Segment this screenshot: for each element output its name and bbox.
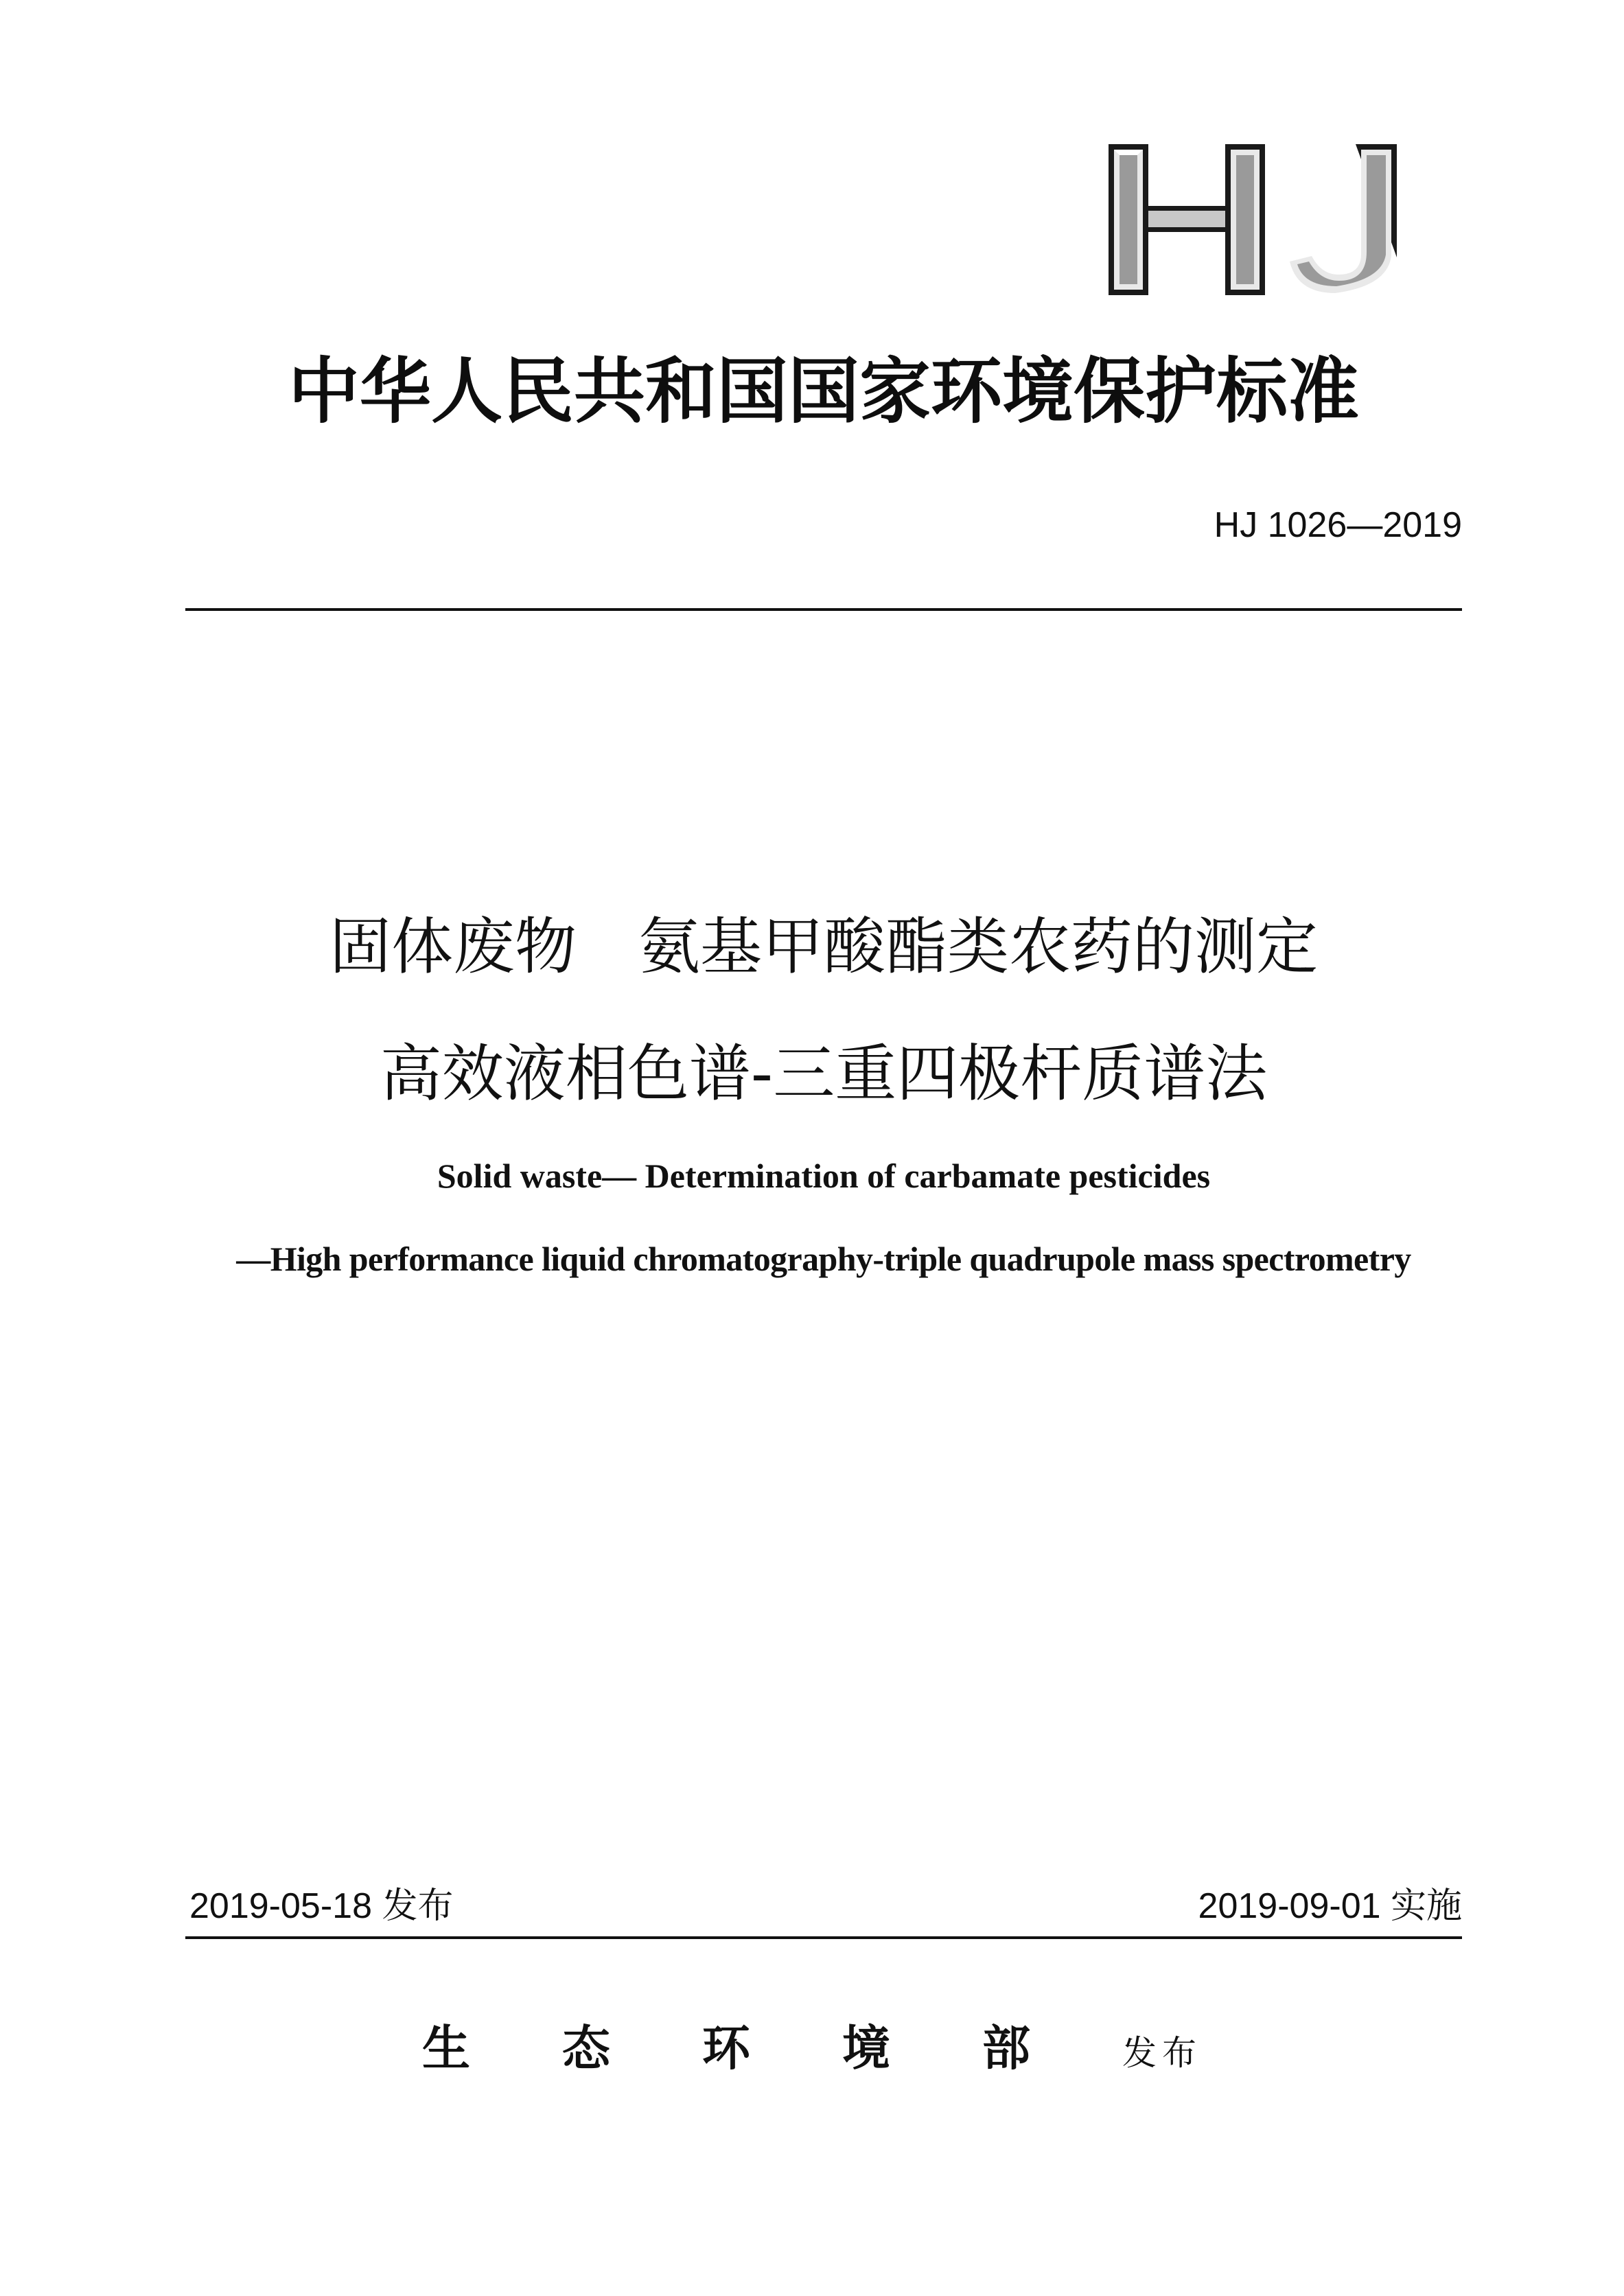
issuer-block <box>0 2010 1624 2079</box>
chinese-title-line-1: 固体废物 氨基甲酸酯类农药的测定 <box>329 911 1318 983</box>
standard-code: HJ 1026—2019 <box>1214 505 1462 545</box>
implementation-date: 2019-09-01 实施 <box>1198 1886 1462 1926</box>
footer-divider <box>185 1936 1462 1939</box>
english-title-line-1: Solid waste— Determination of carbamate pesticides <box>437 1157 1211 1195</box>
chinese-title-line-2: 高效液相色谱-三重四极杆质谱法 <box>380 1038 1268 1110</box>
issuer-name: 生态环境部 <box>422 2019 1122 2076</box>
header-divider <box>185 608 1462 611</box>
hj-logo <box>1088 134 1441 305</box>
issue-date: 2019-05-18 发布 <box>189 1886 454 1926</box>
standard-series-title: 中华人民共和国国家环境保护标准 <box>288 349 1359 433</box>
issuer-suffix: 发布 <box>1122 2033 1202 2073</box>
english-title-line-2: —High performance liquid chromatography-triple quadrupole mass spectrometry <box>236 1240 1411 1278</box>
